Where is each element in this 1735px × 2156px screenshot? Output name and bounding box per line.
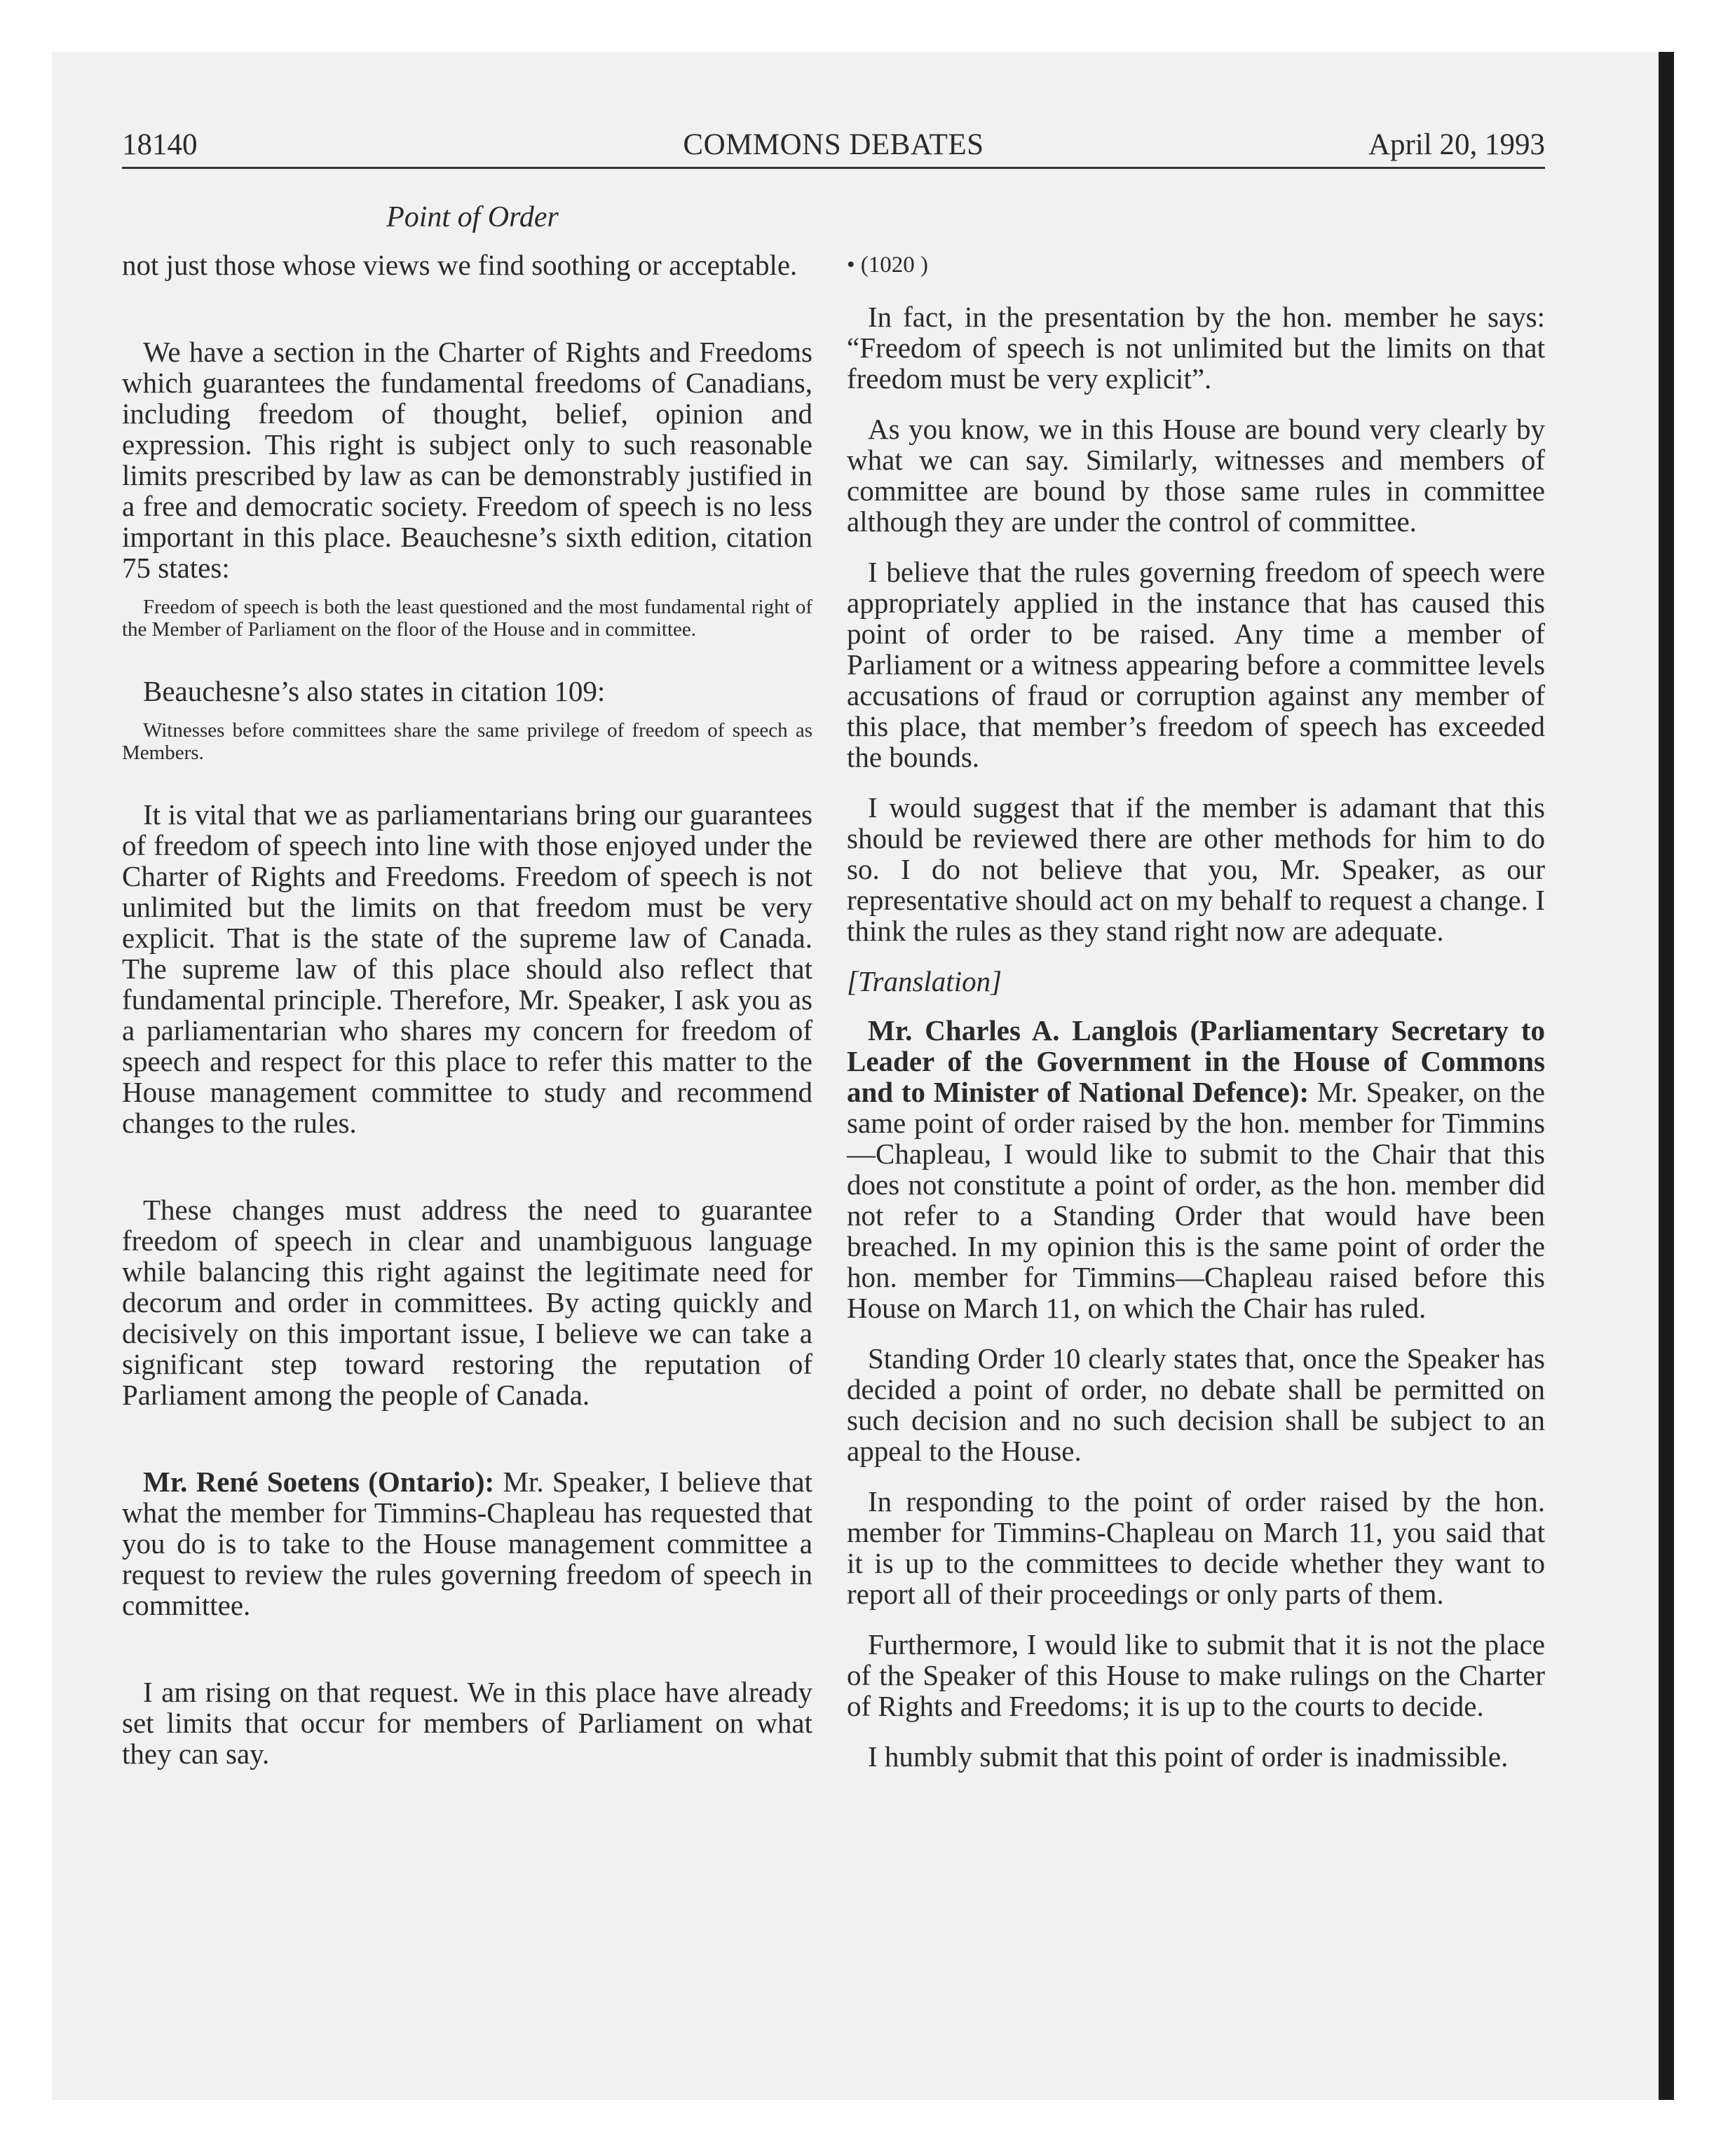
citation-quote: Witnesses before committees share the same privilege of freedom of speech as Members.	[122, 719, 812, 764]
paragraph: Beauchesne’s also states in citation 109:	[143, 675, 606, 707]
paragraph: As you know, we in this House are bound very clearly by what we can say. Similarly, witnesses and members of committee are bound by those same rules in committee although they are under the control of committee.	[847, 413, 1545, 538]
speech-paragraph	[122, 1466, 812, 1621]
citation-quote: Freedom of speech is both the least questioned and the most fundamental right of the Member of Parliament on the floor of the House and in committee.	[122, 596, 812, 641]
left-column	[122, 250, 812, 1789]
paragraph: In fact, in the presentation by the hon. member he says: “Freedom of speech is not unlimited but the limits on that freedom must be very explicit”.	[847, 301, 1545, 395]
page-number: 18140	[122, 128, 198, 161]
scan-edge-bar	[1659, 52, 1674, 2100]
paragraph: Furthermore, I would like to submit that it is not the place of the Speaker of this House to make rulings on the Charter of Rights and Freedoms; it is up to the courts to decide.	[847, 1628, 1545, 1722]
paragraph: Standing Order 10 clearly states that, once the Speaker has decided a point of order, no debate shall be permitted on such decision and no such decision shall be subject to an appeal to the House.	[847, 1342, 1545, 1467]
time-marker: • (1020 )	[847, 252, 929, 278]
speech-paragraph	[847, 1015, 1545, 1323]
paragraph: I humbly submit that this point of order is inadmissible.	[868, 1740, 1509, 1773]
paragraph: not just those whose views we find soothing or acceptable.	[122, 249, 798, 281]
translation-marker: [Translation]	[847, 965, 1002, 997]
paragraph: I would suggest that if the member is adamant that this should be reviewed there are other methods for him to do so. I do not believe that you, Mr. Speaker, as our representative should act on my behalf to request a change. I think the rules as they stand right now are adequate.	[847, 791, 1545, 947]
paragraph: These changes must address the need to guarantee freedom of speech in clear and unambiguous language while balancing this right against the legitimate need for decorum and order in committees. By acting quickly and decisively on this important issue, I believe we can take a significant step toward restoring the reputation of Parliament among the people of Canada.	[122, 1194, 812, 1411]
paragraph: I believe that the rules governing freedom of speech were appropriately applied in the instance that has caused this point of order to be raised. Any time a member of Parliament or a witness appearing before a committee levels accusations of fraud or corruption against any member of this place, that member’s freedom of speech has exceeded the bounds.	[847, 556, 1545, 773]
speech-text: Mr. Speaker, on the same point of order raised by the hon. member for Timmins—Chapleau, I would like to submit to the Chair that this does not constitute a point of order, as the hon. member did not refer to a Standing Order that would have been breached. In my opinion this is the same point of order the hon. member for Timmins—Chapleau raised before this House on March 11, on which the Chair has ruled.	[847, 1076, 1546, 1324]
paragraph: In responding to the point of order raised by the hon. member for Timmins-Chapleau on March 11, you said that it is up to the committees to decide whether they want to report all of their proceedings or only parts of them.	[847, 1485, 1545, 1610]
section-title: Point of Order	[386, 201, 559, 233]
page-header	[122, 123, 1545, 168]
right-column	[847, 250, 1545, 1792]
paragraph: I am rising on that request. We in this place have already set limits that occur for members of Parliament on what they can say.	[122, 1676, 812, 1770]
paragraph: It is vital that we as parliamentarians bring our guarantees of freedom of speech into line with those enjoyed under the Charter of Rights and Freedoms. Freedom of speech is not unlimited but the limits on that freedom must be very explicit. That is the state of the supreme law of Canada. The supreme law of this place should also reflect that fundamental principle. Therefore, Mr. Speaker, I ask you as a parliamentarian who shares my concern for freedom of speech and respect for this place to refer this matter to the House management committee to study and recommend changes to the rules.	[122, 798, 812, 1139]
publication-title: COMMONS DEBATES	[683, 128, 984, 161]
speech-text: Mr. Speaker, I believe that what the member for Timmins-Chapleau has requested that you do is to take to the House management committee a request to review the rules governing freedom of speech in committee.	[122, 1466, 813, 1621]
header-rule	[122, 167, 1545, 169]
paragraph: We have a section in the Charter of Rights and Freedoms which guarantees the fundamental freedoms of Canadians, including freedom of thought, belief, opinion and expression. This right is subject only to such reasonable limits prescribed by law as can be demonstrably justified in a free and democratic society. Freedom of speech is no less important in this place. Beauchesne’s sixth edition, citation 75 states:	[122, 336, 812, 584]
publication-date: April 20, 1993	[1368, 128, 1545, 161]
speaker-name: Mr. Charles A. Langlois (Parliamentary Secretary to Leader of the Government in the House of Commons and to Minister of National Defence):	[847, 1014, 1545, 1108]
speaker-name: Mr. René Soetens (Ontario):	[143, 1466, 495, 1498]
